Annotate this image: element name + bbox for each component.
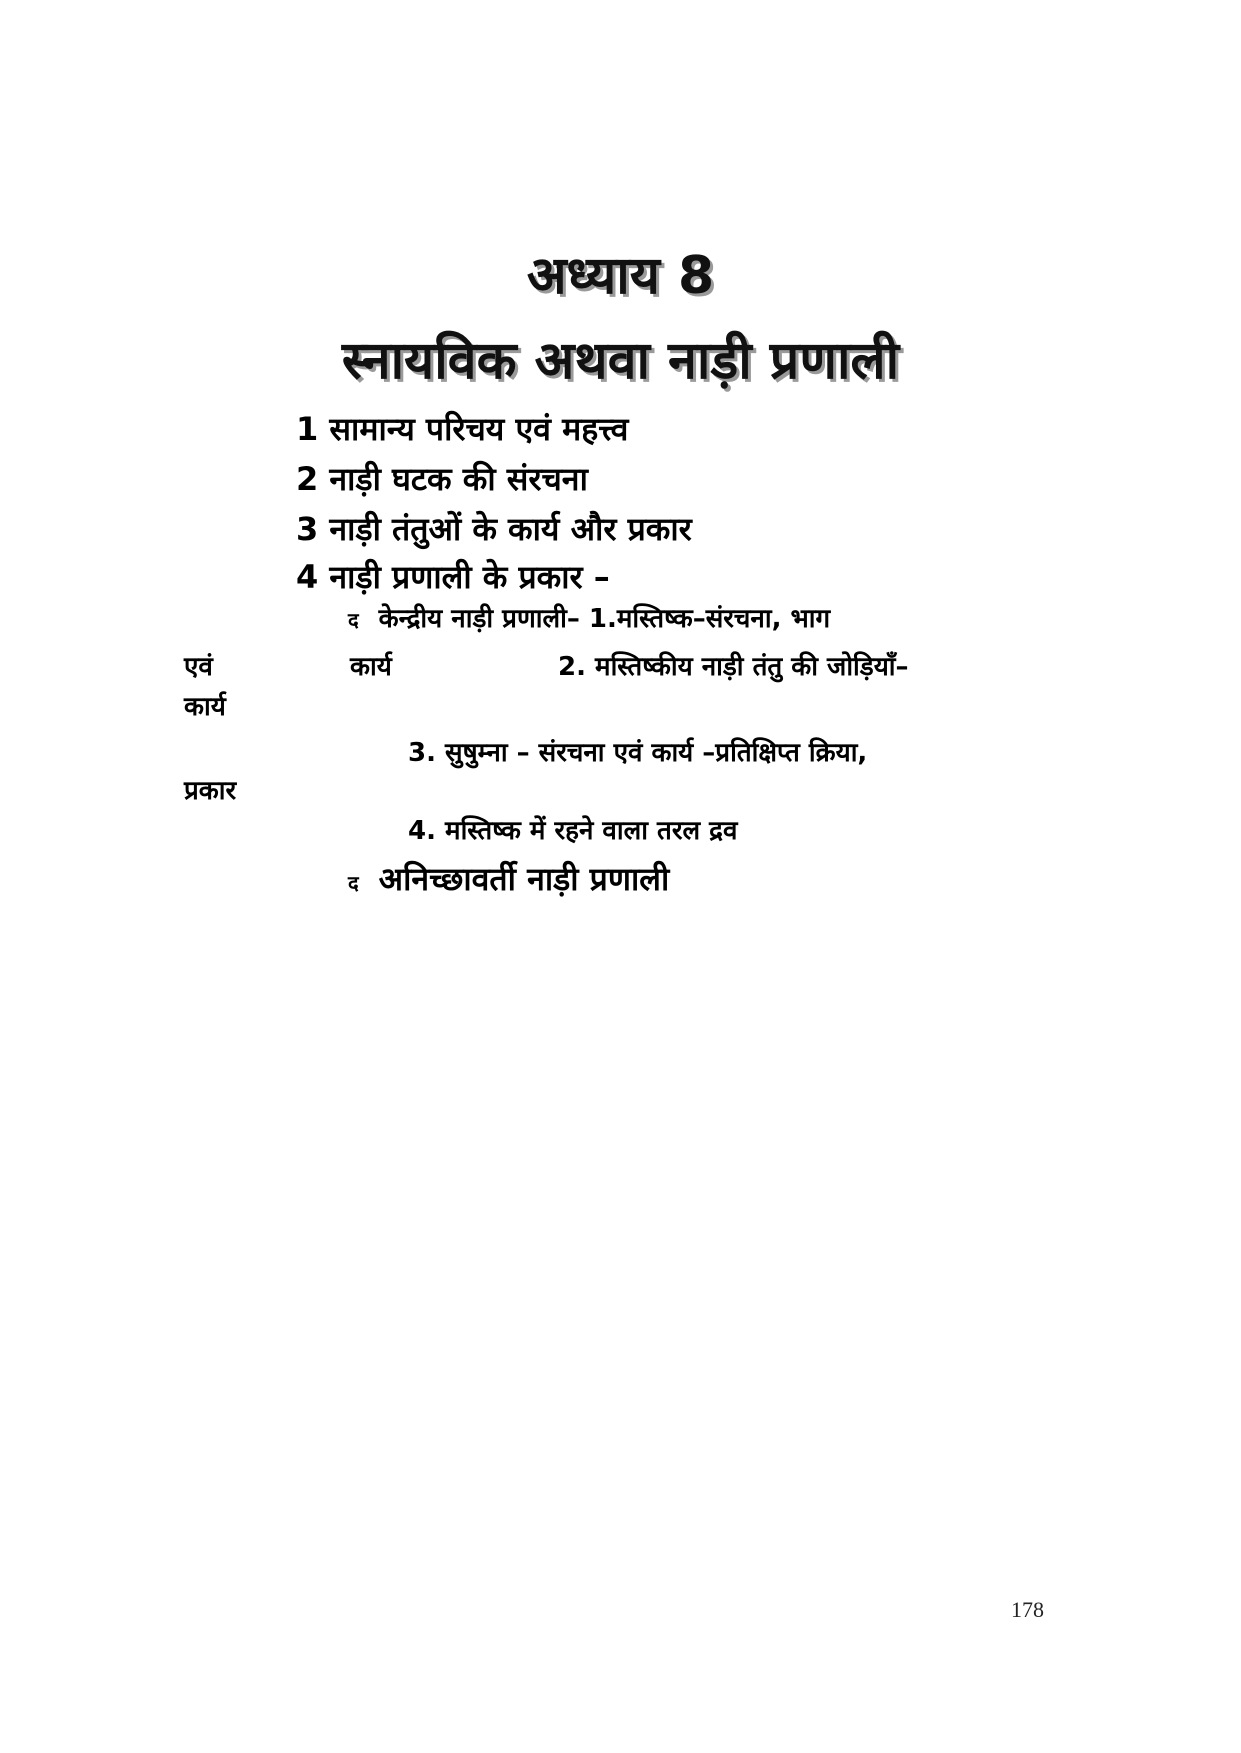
toc-item-3: 3 नाड़ी तंतुओं के कार्य और प्रकार <box>296 510 692 548</box>
cns-line-2-mid: कार्य <box>350 652 392 682</box>
toc-item-1: 1 सामान्य परिचय एवं महत्त्व <box>296 410 629 448</box>
chapter-title-heading: स्नायविक अथवा नाड़ी प्रणाली <box>341 331 900 391</box>
page-number: 178 <box>1011 1597 1044 1622</box>
ans-subsection <box>348 860 669 898</box>
cns-line-3: कार्य <box>184 692 226 722</box>
bullet-marker: द <box>348 871 359 895</box>
toc-item-2: 2 नाड़ी घटक की संरचना <box>296 460 588 498</box>
cns-subsection-line-1 <box>348 604 830 635</box>
bullet-marker: द <box>348 608 359 632</box>
cns-line-2-right: 2. मस्तिष्कीय नाड़ी तंतु की जोड़ियाँ– <box>558 652 909 682</box>
cns-title-text: केन्द्रीय नाड़ी प्रणाली– 1.मस्तिष्क–संरचना, भाग <box>378 604 831 634</box>
cns-line-6: 4. मस्तिष्क में रहने वाला तरल द्रव <box>408 816 738 846</box>
cns-line-5: प्रकार <box>184 776 237 806</box>
chapter-number-heading: अध्याय 8 <box>526 246 715 306</box>
ans-title-text: अनिच्छावर्ती नाड़ी प्रणाली <box>378 860 670 898</box>
cns-line-4: 3. सुषुम्ना – संरचना एवं कार्य –प्रतिक्षिप्त क्रिया, <box>408 738 868 768</box>
toc-item-4: 4 नाड़ी प्रणाली के प्रकार – <box>296 558 610 596</box>
cns-line-2-left: एवं <box>184 652 213 682</box>
